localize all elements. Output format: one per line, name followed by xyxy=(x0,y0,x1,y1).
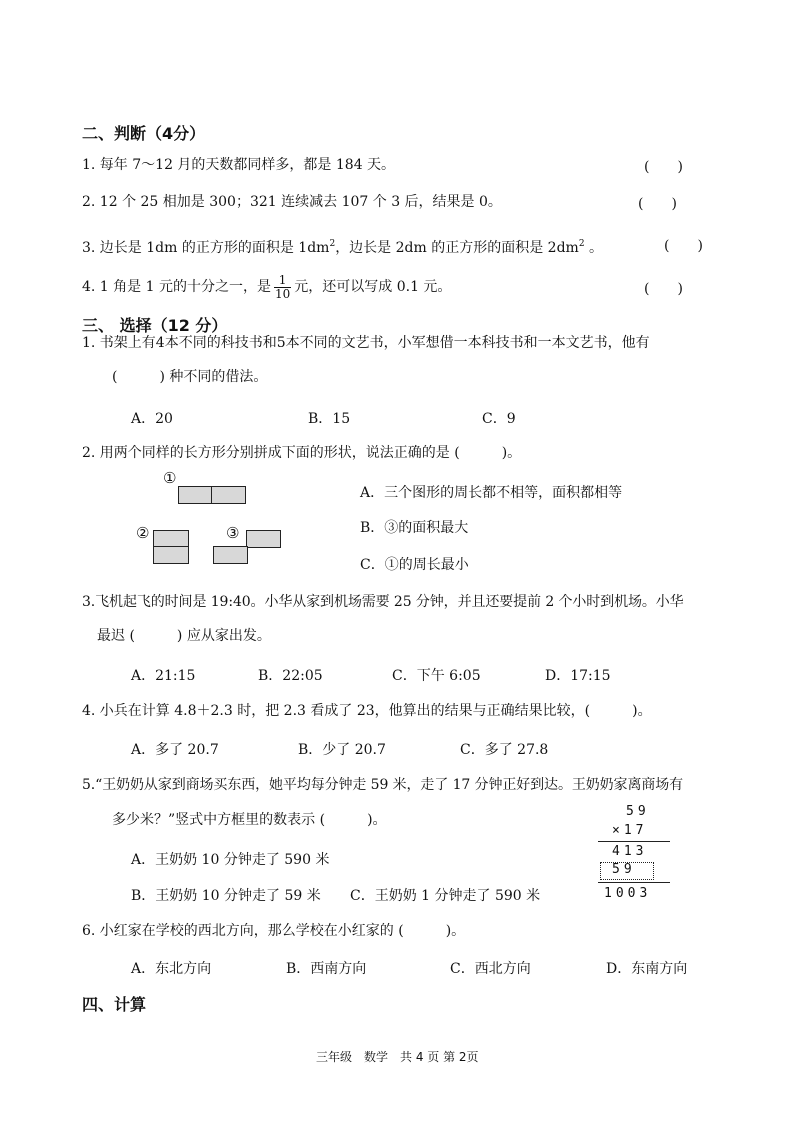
choice-q2-text: 2. 用两个同样的长方形分别拼成下面的形状，说法正确的是 ( )。 xyxy=(82,445,522,461)
fraction-denominator: 10 xyxy=(274,286,291,301)
judge-q4-part-a: 4. 1 角是 1 元的十分之一，是 xyxy=(82,279,271,295)
section-3-title: 三、 选择（12 分） xyxy=(82,316,228,335)
choice-q3-line-2: 最迟 ( ) 应从家出发。 xyxy=(97,628,271,644)
choice-q5-option-b[interactable]: B．王奶奶 10 分钟走了 59 米 xyxy=(131,888,321,904)
judge-q3-answer[interactable]: ( ) xyxy=(664,238,703,254)
judge-q4-answer[interactable]: ( ) xyxy=(644,281,683,297)
vertical-line-1 xyxy=(598,841,670,842)
choice-q1-line-2: ( ) 种不同的借法。 xyxy=(112,369,268,385)
choice-q5-option-c[interactable]: C．王奶奶 1 分钟走了 590 米 xyxy=(350,888,541,904)
choice-q3-option-c[interactable]: C．下午 6:05 xyxy=(392,668,481,684)
choice-q3-option-a[interactable]: A．21:15 xyxy=(131,668,196,684)
judge-q1-answer[interactable]: ( ) xyxy=(644,159,683,175)
page-footer: 三年级 数学 共 4 页 第 2页 xyxy=(316,1050,479,1064)
choice-q1-option-b[interactable]: B．15 xyxy=(308,411,351,427)
choice-q5-line-2: 多少米？”竖式中方框里的数表示 ( )。 xyxy=(112,812,387,828)
vertical-row-partial-1: 413 xyxy=(612,844,648,859)
choice-q6-option-b[interactable]: B．西南方向 xyxy=(286,961,367,977)
vertical-row-product: 1003 xyxy=(604,886,652,901)
section-2-title: 二、判断（4分） xyxy=(82,124,206,143)
choice-q5-line-1: 5.“王奶奶从家到商场买东西，她平均每分钟走 59 米，走了 17 分钟正好到达。王奶奶家离商场有 xyxy=(82,777,684,793)
fraction-one-tenth xyxy=(274,274,291,301)
shape-2-rect-bottom xyxy=(153,546,189,564)
vertical-row-partial-2: 59 xyxy=(612,862,636,877)
choice-q1-line-1: 1. 书架上有4本不同的科技书和5本不同的文艺书，小军想借一本科技书和一本文艺书，他有 xyxy=(82,335,650,351)
judge-q2-text: 2. 12 个 25 相加是 300；321 连续减去 107 个 3 后，结果是 0。 xyxy=(82,194,502,210)
vertical-row-multiplicand: 59 xyxy=(626,804,650,819)
choice-q6-option-d[interactable]: D．东南方向 xyxy=(606,961,688,977)
choice-q4-option-a[interactable]: A．多了 20.7 xyxy=(131,742,219,758)
choice-q6-option-a[interactable]: A．东北方向 xyxy=(131,961,212,977)
vertical-row-multiplier: ×17 xyxy=(612,823,648,838)
judge-q3-text xyxy=(82,235,603,257)
choice-q6-text: 6. 小红家在学校的西北方向，那么学校在小红家的 ( )。 xyxy=(82,923,466,939)
judge-q2-answer[interactable]: ( ) xyxy=(638,196,677,212)
choice-q3-line-1: 3.飞机起飞的时间是 19:40。小华从家到机场需要 25 分钟，并且还要提前 2 个小时到机场。小华 xyxy=(82,594,684,610)
choice-q2-option-b[interactable]: B．③的面积最大 xyxy=(360,520,469,536)
judge-q3-sup-2: 2 xyxy=(578,239,585,249)
choice-q6-option-c[interactable]: C．西北方向 xyxy=(450,961,531,977)
judge-q4-part-b: 元，还可以写成 0.1 元。 xyxy=(294,279,452,295)
vertical-line-2 xyxy=(598,882,670,883)
choice-q1-option-c[interactable]: C．9 xyxy=(482,411,516,427)
shape-3-rect-bottom xyxy=(213,546,248,564)
choice-q4-option-c[interactable]: C．多了 27.8 xyxy=(460,742,549,758)
choice-q2-option-a[interactable]: A．三个图形的周长都不相等，面积都相等 xyxy=(360,485,623,501)
shape-label-2: ② xyxy=(136,524,150,542)
shape-1-rect-left xyxy=(178,486,213,504)
judge-q3-part-a: 3. 边长是 1dm 的正方形的面积是 1dm xyxy=(82,240,330,256)
shape-label-3: ③ xyxy=(226,524,240,542)
choice-q1-option-a[interactable]: A．20 xyxy=(131,411,173,427)
fraction-numerator: 1 xyxy=(274,274,291,288)
choice-q3-option-d[interactable]: D．17:15 xyxy=(545,668,611,684)
judge-q1-text: 1. 每年 7～12 月的天数都同样多，都是 184 天。 xyxy=(82,157,396,173)
choice-q4-option-b[interactable]: B．少了 20.7 xyxy=(298,742,386,758)
judge-q3-sup-1: 2 xyxy=(329,239,336,249)
shape-3-rect-top xyxy=(246,530,281,548)
shape-1-rect-right xyxy=(211,486,246,504)
shape-label-1: ① xyxy=(163,469,177,487)
judge-q4-text xyxy=(82,270,451,304)
choice-q2-option-c[interactable]: C．①的周长最小 xyxy=(360,557,469,573)
judge-q3-part-c: 。 xyxy=(584,240,604,256)
choice-q4-text: 4. 小兵在计算 4.8＋2.3 时，把 2.3 看成了 23，他算出的结果与正确结果比较，( )。 xyxy=(82,703,652,719)
choice-q3-option-b[interactable]: B．22:05 xyxy=(258,668,323,684)
section-4-title: 四、计算 xyxy=(82,995,147,1014)
judge-q3-part-b: ，边长是 2dm 的正方形的面积是 2dm xyxy=(335,240,579,256)
choice-q5-option-a[interactable]: A．王奶奶 10 分钟走了 590 米 xyxy=(131,852,330,868)
